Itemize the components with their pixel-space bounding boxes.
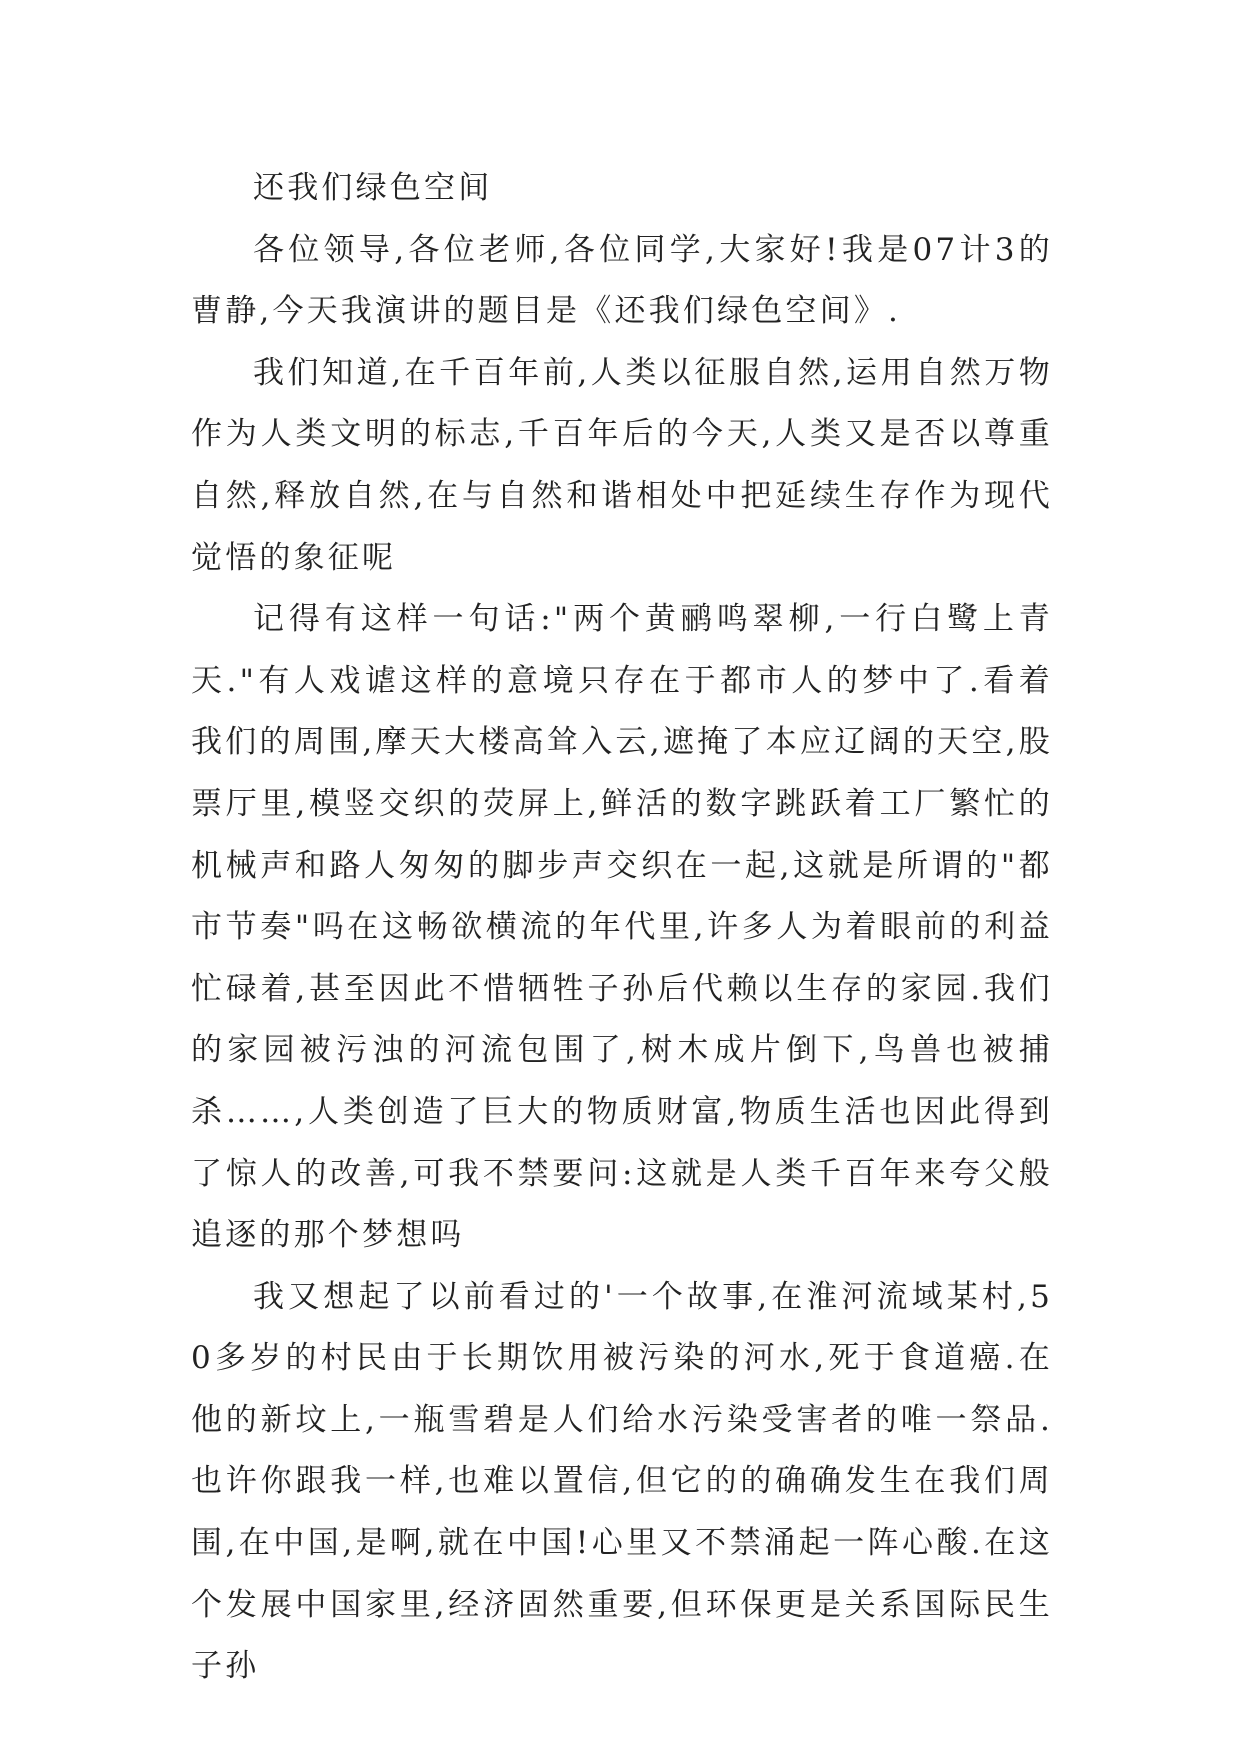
document-title: 还我们绿色空间 [253,170,493,206]
paragraph-greeting: 各位领导,各位老师,各位同学,大家好!我是07计3的曹静,今天我演讲的题目是《还我们绿色空间》. [191,231,1053,330]
paragraph-nature: 我们知道,在千百年前,人类以征服自然,运用自然万物作为人类文明的标志,千百年后的今天,人类又是否以尊重自然,释放自然,在与自然和谐相处中把延续生存作为现代觉悟的象征呢 [191,354,1053,576]
document-body [191,158,1053,1698]
paragraph-story: 我又想起了以前看过的'一个故事,在淮河流域某村,50多岁的村民由于长期饮用被污染的河水,死于食道癌.在他的新坟上,一瓶雪碧是人们给水污染受害者的唯一祭品.也许你跟我一样,也难以置信,但它的的确确发生在我们周围,在中国,是啊,就在中国!心里又不禁涌起一阵心酸.在这个发展中国家里,经济固然重要,但环保更是关系国际民生子孙 [191,1278,1053,1685]
paragraph-city-life: 记得有这样一句话:"两个黄鹂鸣翠柳,一行白鹭上青天."有人戏谑这样的意境只存在于都市人的梦中了.看着我们的周围,摩天大楼高耸入云,遮掩了本应辽阔的天空,股票厅里,模竖交织的荧屏上,鲜活的数字跳跃着工厂繁忙的机械声和路人匆匆的脚步声交织在一起,这就是所谓的"都市节奏"吗在这畅欲横流的年代里,许多人为着眼前的利益忙碌着,甚至因此不惜牺牲子孙后代赖以生存的家园.我们的家园被污浊的河流包围了,树木成片倒下,鸟兽也被捕杀……,人类创造了巨大的物质财富,物质生活也因此得到了惊人的改善,可我不禁要问:这就是人类千百年来夸父般追逐的那个梦想吗 [191,601,1053,1254]
